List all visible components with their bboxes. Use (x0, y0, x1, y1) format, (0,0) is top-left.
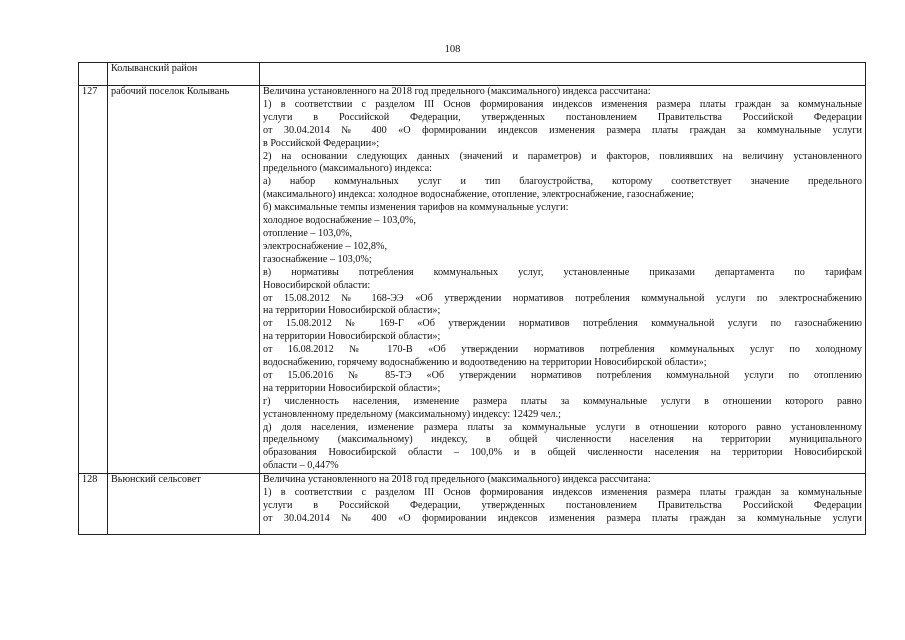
text-line: предельного (максимального) индекса: (263, 163, 432, 175)
text-line: Величина установленного на 2018 год предельного (максимального) индекса рассчитана: (263, 86, 651, 97)
district-name: Колыванский район (108, 63, 260, 86)
header-text-cell (260, 63, 866, 86)
text-line: отопление – 103,0%, (263, 227, 352, 239)
text-line: от 30.04.2014 № 400 «О формировании индексов изменения размера платы граждан за коммунальные услуги (263, 512, 862, 524)
row-number: 127 (79, 86, 108, 474)
row-number: 128 (79, 474, 108, 535)
text-line: 2) на основании следующих данных (значений и параметров) и факторов, повлиявших на величину установленного (263, 150, 862, 162)
district-header-row (79, 63, 866, 86)
text-line: б) максимальные темпы изменения тарифов на коммунальные услуги: (263, 202, 569, 214)
table-row (79, 474, 866, 535)
settlement-name: Вьюнский сельсовет (108, 474, 260, 535)
text-line: г) численность населения, изменение размера платы за коммунальные услуги в отношении которого равно (263, 395, 862, 407)
text-line: услуги в Российской Федерации, утвержденных постановлением Правительства Российской Федерации (263, 500, 862, 511)
text-line: 1) в соответствии с разделом III Основ формирования индексов изменения размера платы граждан за коммунальные (263, 487, 862, 499)
text-line: от 30.04.2014 № 400 «О формировании индексов изменения размера платы граждан за коммунальные услуги (263, 124, 862, 136)
text-line: установленному предельному (максимальному) индексу: 12429 чел.; (263, 408, 561, 420)
text-line: предельному (максимальному) индексу, в общей численности населения на территории муниципального (263, 434, 862, 446)
text-line: образования Новосибирской области – 100,0% и в общей численности населения на территории Новосибирской (263, 447, 862, 459)
index-description (260, 474, 866, 535)
text-line: от 16.08.2012 № 170-В «Об утверждении нормативов потребления коммунальных услуг по холодному (263, 344, 862, 356)
text-line: на территории Новосибирской области»; (263, 305, 441, 317)
tariff-index-table (78, 62, 866, 535)
text-line: в) нормативы потребления коммунальных услуг, установленные приказами департамента по тарифам (263, 266, 862, 278)
text-line: газоснабжение – 103,0%; (263, 253, 372, 265)
page-number: 108 (444, 44, 461, 55)
settlement-name: рабочий поселок Колывань (108, 86, 260, 474)
text-line: области – 0,447% (263, 460, 339, 472)
text-line: от 15.08.2012 № 168-ЭЭ «Об утверждении нормативов потребления коммунальной услуги по электроснабжению (263, 292, 862, 304)
text-line: от 15.08.2012 № 169-Г «Об утверждении нормативов потребления коммунальной услуги по газоснабжению (263, 318, 862, 330)
index-description (260, 86, 866, 474)
text-line: (максимального) индекса: холодное водоснабжение, отопление, электроснабжение, газоснабжение; (263, 189, 695, 201)
table-row (79, 86, 866, 474)
text-line: на территории Новосибирской области»; (263, 382, 441, 394)
header-num-cell (79, 63, 108, 86)
text-line: в Российской Федерации»; (263, 137, 380, 149)
text-line: электроснабжение – 102,8%, (263, 240, 388, 252)
text-line: на территории Новосибирской области»; (263, 331, 441, 343)
text-line: 1) в соответствии с разделом III Основ формирования индексов изменения размера платы граждан за коммунальные (263, 98, 862, 110)
text-line: Величина установленного на 2018 год предельного (максимального) индекса рассчитана: (263, 474, 651, 486)
text-line: д) доля населения, изменение размера платы за коммунальные услуги в отношении которого равно установленному (263, 421, 862, 433)
text-line: услуги в Российской Федерации, утвержденных постановлением Правительства Российской Федерации (263, 111, 862, 123)
text-line: холодное водоснабжение – 103,0%, (263, 215, 416, 227)
text-line: от 15.06.2016 № 85-ТЭ «Об утверждении нормативов потребления коммунальной услуги по отоплению (263, 369, 862, 381)
text-line: Новосибирской области: (263, 279, 371, 291)
text-line: а) набор коммунальных услуг и тип благоустройства, которому соответствует значение предельного (263, 176, 862, 188)
text-line: водоснабжению, горячему водоснабжению и водоотведению на территории Новосибирской области»; (263, 357, 707, 369)
